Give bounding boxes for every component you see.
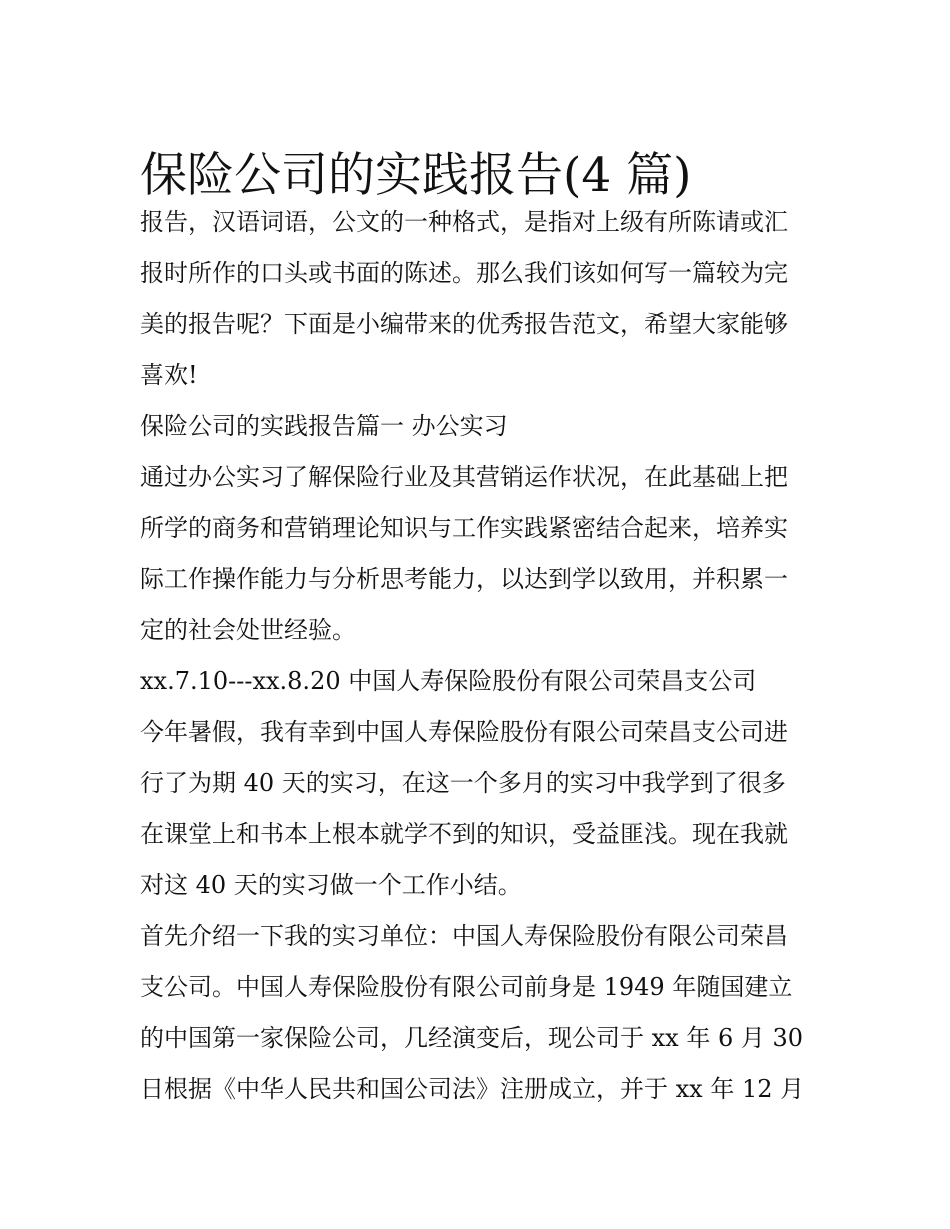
paragraph-line: 际工作操作能力与分析思考能力，以达到学以致用，并积累一: [140, 565, 788, 593]
paragraph-line: 报告，汉语词语，公文的一种格式，是指对上级有所陈请或汇: [140, 208, 788, 236]
document-title: 保险公司的实践报告(4 篇): [140, 148, 692, 204]
paragraph-line: 日根据《中华人民共和国公司法》注册成立，并于 xx 年 12 月: [140, 1075, 805, 1103]
paragraph-line: 的中国第一家保险公司，几经演变后，现公司于 xx 年 6 月 30: [140, 1024, 804, 1052]
paragraph-line: 在课堂上和书本上根本就学不到的知识，受益匪浅。现在我就: [140, 820, 788, 848]
paragraph-line: 首先介绍一下我的实习单位：中国人寿保险股份有限公司荣昌: [140, 922, 788, 950]
paragraph-line: 今年暑假，我有幸到中国人寿保险股份有限公司荣昌支公司进: [140, 718, 788, 746]
paragraph-line: 支公司。中国人寿保险股份有限公司前身是 1949 年随国建立: [140, 973, 793, 1001]
paragraph-line: 定的社会处世经验。: [140, 616, 356, 644]
paragraph-line: 美的报告呢？下面是小编带来的优秀报告范文，希望大家能够: [140, 310, 788, 338]
paragraph-line: 喜欢!: [140, 361, 198, 389]
paragraph-line: 行了为期 40 天的实习，在这一个多月的实习中我学到了很多: [140, 769, 786, 797]
paragraph-line: 对这 40 天的实习做一个工作小结。: [140, 871, 522, 899]
section-heading: 保险公司的实践报告篇一 办公实习: [140, 412, 508, 440]
paragraph-line: 报时所作的口头或书面的陈述。那么我们该如何写一篇较为完: [140, 259, 788, 287]
date-line: xx.7.10---xx.8.20 中国人寿保险股份有限公司荣昌支公司: [140, 667, 757, 695]
paragraph-line: 所学的商务和营销理论知识与工作实践紧密结合起来，培养实: [140, 514, 788, 542]
paragraph-line: 通过办公实习了解保险行业及其营销运作状况，在此基础上把: [140, 463, 788, 491]
